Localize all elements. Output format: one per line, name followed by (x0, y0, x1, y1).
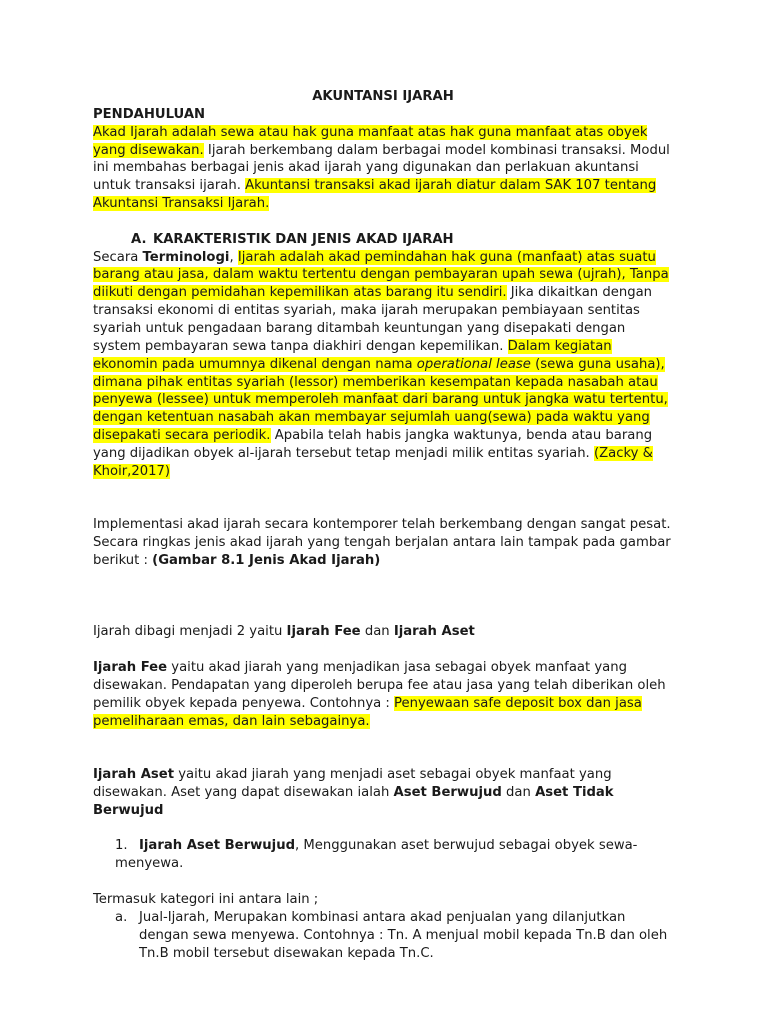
list-item-jual-ijarah: a. Jual-Ijarah, Merupakan kombinasi antara akad penjualan yang dilanjutkan dengan sewa menyewa. Contohnya : Tn. A menjual mobil kepada Tn.B dan oleh Tn.B mobil tersebut disewakan kepada Tn.C. (115, 909, 668, 961)
highlight-fee-example: Penyewaan safe deposit box dan jasa pemeliharaan emas, dan lain sebagainya. (93, 695, 642, 729)
highlight-terminology: Ijarah adalah akad pemindahan hak guna (manfaat) atas suatu barang atau jasa, dalam waktu tertentu dengan pembayaran upah sewa (ujrah), Tanpa diikuti dengan pemidahan kepemilikan atas barang itu sendiri. (93, 249, 669, 301)
document-body (93, 88, 673, 962)
highlight-sak: Akuntansi transaksi akad ijarah diatur dalam SAK 107 tentang Akuntansi Transaksi Ijarah. (93, 178, 657, 212)
highlight-citation: (Zacky & Khoir,2017) (93, 445, 653, 479)
intro-paragraph (93, 124, 673, 213)
list-item-aset-berwujud: 1. Ijarah Aset Berwujud, Menggunakan aset berwujud sebagai obyek sewa-menyewa. (115, 838, 638, 872)
ijarah-aset-paragraph: Ijarah Aset yaitu akad jiarah yang menjadi aset sebagai obyek manfaat yang disewakan. Aset yang dapat disewakan ialah Aset Berwujud dan Aset Tidak Berwujud (93, 767, 614, 818)
ijarah-types-paragraph: Ijarah dibagi menjadi 2 yaitu Ijarah Fee dan Ijarah Aset (93, 624, 475, 640)
document-title: AKUNTANSI IJARAH (312, 89, 454, 104)
intro-heading: PENDAHULUAN (93, 106, 206, 122)
implementation-paragraph: Implementasi akad ijarah secara kontemporer telah berkembang dengan sangat pesat. Secara ringkas jenis akad ijarah yang tengah berjalan antara lain tampak pada gambar berikut : (Gambar 8.1 Jenis Akad Ijarah) (93, 517, 671, 568)
intro-text: Ijarah berkembang dalam berbagai model kombinasi transaksi. Modul ini membahas berbagai jenis akad ijarah yang digunakan dan perlakuan akuntansi untuk transaksi ijarah. (93, 142, 670, 194)
highlight-operational-lease: Dalam kegiatan ekonomin pada umumnya dikenal dengan nama operational lease (sewa guna usaha), dimana pihak entitas syariah (lessor) memberikan kesempatan kepada nasabah atau penyewa (lessee) untuk memperoleh manfaat dari barang untuk jangka watu tertentu, dengan ketentuan nasabah akan membayar sejumlah uang(sewa) pada waktu yang disepakati secara periodik. (93, 338, 668, 444)
highlight-definition: Akad Ijarah adalah sewa atau hak guna manfaat atas hak guna manfaat atas obyek yang disewakan. (93, 124, 648, 158)
section-a-heading: A. KARAKTERISTIK DAN JENIS AKAD IJARAH (131, 231, 454, 247)
category-intro: Termasuk kategori ini antara lain ; (93, 891, 319, 907)
terminology-paragraph: Secara Terminologi, Ijarah adalah akad pemindahan hak guna (manfaat) atas suatu barang atau jasa, dalam waktu tertentu dengan pembayaran upah sewa (ujrah), Tanpa diikuti dengan pemidahan kepemilikan atas barang itu sendiri. Jika dikaitkan dengan transaksi ekonomi di entitas syariah, maka ijarah merupakan pembiayaan sentitas syariah untuk pengadaan barang ditambah keuntungan yang disepakati dengan system pembayaran sewa tanpa diakhiri dengan kepemilikan. Dalam kegiatan ekonomin pada umumnya dikenal dengan nama operational lease (sewa guna usaha), dimana pihak entitas syariah (lessor) memberikan kesempatan kepada nasabah atau penyewa (lessee) untuk memperoleh manfaat dari barang untuk jangka watu tertentu, dengan ketentuan nasabah akan membayar sejumlah uang(sewa) pada waktu yang disepakati secara periodik. Apabila telah habis jangka waktunya, benda atau barang yang dijadikan obyek al-ijarah tersebut tetap menjadi milik entitas syariah. (Zacky & Khoir,2017) (93, 249, 669, 479)
ijarah-fee-paragraph: Ijarah Fee yaitu akad jiarah yang menjadikan jasa sebagai obyek manfaat yang disewakan. Pendapatan yang diperoleh berupa fee atau jasa yang telah diberikan oleh pemilik obyek kepada penyewa. Contohnya : Penyewaan safe deposit box dan jasa pemeliharaan emas, dan lain sebagainya. (93, 660, 666, 729)
